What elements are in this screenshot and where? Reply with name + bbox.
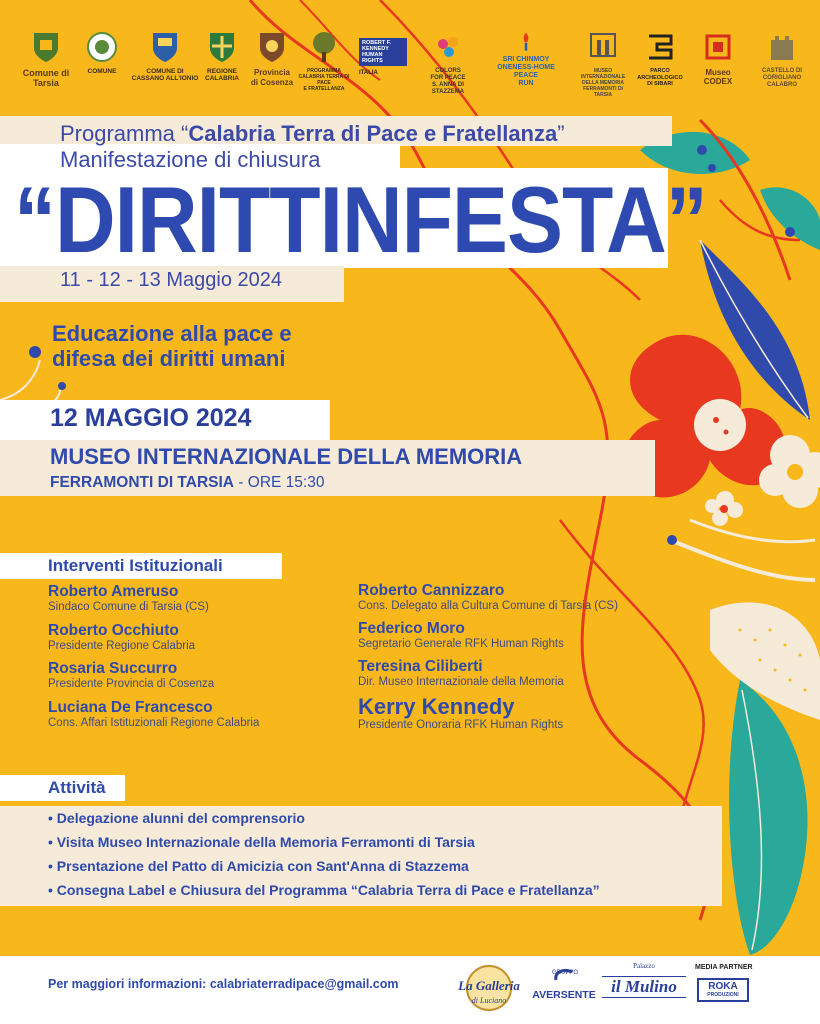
sponsor-aversente-name: AVERSENTE [532,989,596,1001]
logo-caption: COMUNE DI CASSANO ALL'IONIO [131,68,199,82]
logo-peace-run [486,30,566,92]
sponsor-mulino-sub: Palazzo [633,962,655,970]
logo-museo-codex [682,30,754,92]
speaker-role: Cons. Affari Istituzionali Regione Calabria [48,717,260,729]
event-venue: MUSEO INTERNAZIONALE DELLA MEMORIA [50,444,523,469]
logo-caption: SRI CHINMOY ONENESS-HOME PEACE RUN [497,56,555,87]
logo-rfk-sub: ITALIA [359,70,378,76]
logo-caption: CASTELLO DI CORIGLIANO CALABRO [762,68,802,88]
speaker [358,620,564,651]
speaker-name: Roberto Cannizzaro [358,582,505,599]
codex-icon [703,30,733,64]
logo-cassano [130,30,200,92]
logo-programma [294,30,354,92]
speaker-role: Presidente Regione Calabria [48,640,196,652]
roka-logo [697,978,749,1002]
logo-comune-tarsia [18,30,74,92]
building-icon [588,30,618,64]
speaker-role: Segretario Generale RFK Human Rights [358,638,564,650]
activity-item: • Delegazione alunni del comprensorio [48,810,305,826]
programma-line: Programma “Calabria Terra di Pace e Fratellanza” [60,121,565,146]
logo-provincia [244,30,300,92]
activity-item: • Visita Museo Internazionale della Memoria Ferramonti di Tarsia [48,834,475,850]
logo-regione [194,30,250,92]
logo-caption: Provincia di Cosenza [250,68,294,87]
speaker-role: Presidente Provincia di Cosenza [48,678,215,690]
roka-name: ROKA [708,981,738,992]
tree-icon [309,30,339,64]
interventi-heading: Interventi Istituzionali [48,556,223,575]
logo-castello [756,30,808,92]
speaker-name: Federico Moro [358,620,465,637]
logo-caption: PARCO ARCHEOLOGICO DI SIBARI [637,68,683,87]
sponsor-aversente [528,966,600,1001]
crest-icon [31,30,61,64]
speaker-name: Kerry Kennedy [358,694,515,719]
event-dates: 11 - 12 - 13 Maggio 2024 [60,269,283,291]
speaker-role: Presidente Onoraria RFK Human Rights [358,719,564,731]
speaker-name: Luciana De Francesco [48,699,213,716]
speaker-role: Sindaco Comune di Tarsia (CS) [48,601,209,613]
logo-caption: MUSEO INTERNAZIONALE DELLA MEMORIA FERRAMONTI DI TARSIA [580,68,626,98]
media-partner-label: MEDIA PARTNER [695,964,753,971]
logo-museo-memoria [574,30,632,98]
crest-icon [87,30,117,64]
speaker-role: Cons. Delegato alla Cultura Comune di Tarsia (CS) [358,600,618,612]
activity-item: • Prsentazione del Patto di Amicizia con Sant'Anna di Stazzema [48,858,469,874]
sponsor-mulino [602,962,686,998]
speaker-name: Rosaria Succurro [48,660,178,677]
speaker [358,695,563,732]
speaker [48,660,214,691]
logo-parco-sibari [632,30,688,92]
hands-icon [433,30,463,64]
speaker [358,658,564,689]
sponsor-aversente-sub: GRUPPO [552,970,579,976]
logo-comune [74,30,130,92]
crest-icon [257,30,287,64]
torch-icon [515,30,537,52]
logo-colors-for-peace [416,30,480,95]
contact-info: Per maggiori informazioni: calabriaterradipace@gmail.com [48,977,399,991]
crest-icon [207,30,237,64]
theme: Educazione alla pace e difesa dei diritti umani [52,321,292,371]
speaker [48,622,195,653]
activity-item: • Consegna Label e Chiusura del Programma “Calabria Terra di Pace e Fratellanza” [48,882,600,898]
castle-icon [767,30,797,64]
sponsor-mulino-name: il Mulino [602,976,686,998]
speaker-name: Teresina Ciliberti [358,658,483,675]
logo-rfk: ROBERT F. KENNEDY HUMAN RIGHTS [359,38,407,66]
speaker [48,699,259,730]
crest-icon [150,30,180,64]
logo-caption: PROGRAMMA CALABRIA TERRA DI PACE E FRATELLANZA [298,68,350,92]
page-title: “DIRITTINFESTA” [14,167,707,273]
logo-caption: COLORS FOR PEACE S. ANNA DI STAZZEMA [430,68,466,95]
speaker-role: Dir. Museo Internazionale della Memoria [358,676,564,688]
speaker [48,583,209,614]
sponsor-galleria-sub: di Luciano [471,996,507,1005]
event-date: 12 MAGGIO 2024 [50,404,252,432]
event-place: FERRAMONTI DI TARSIA - ORE 15:30 [50,474,325,491]
logo-bar [18,30,808,98]
speaker-name: Roberto Occhiuto [48,622,179,639]
roka-sub: PRODUZIONI [707,992,739,998]
attivita-heading: Attività [48,778,106,797]
subtitle: Manifestazione di chiusura [60,147,321,172]
sponsor-galleria-name: La Galleria [458,978,520,993]
logo-caption: Comune di Tarsia [22,68,70,88]
speaker [358,582,618,613]
logo-caption: REGIONE CALABRIA [205,68,239,82]
meander-icon [645,30,675,64]
logo-caption: Museo CODEX [703,68,733,86]
logo-caption: COMUNE [87,68,117,75]
sponsor-galleria [452,962,526,1017]
speaker-name: Roberto Ameruso [48,583,179,600]
